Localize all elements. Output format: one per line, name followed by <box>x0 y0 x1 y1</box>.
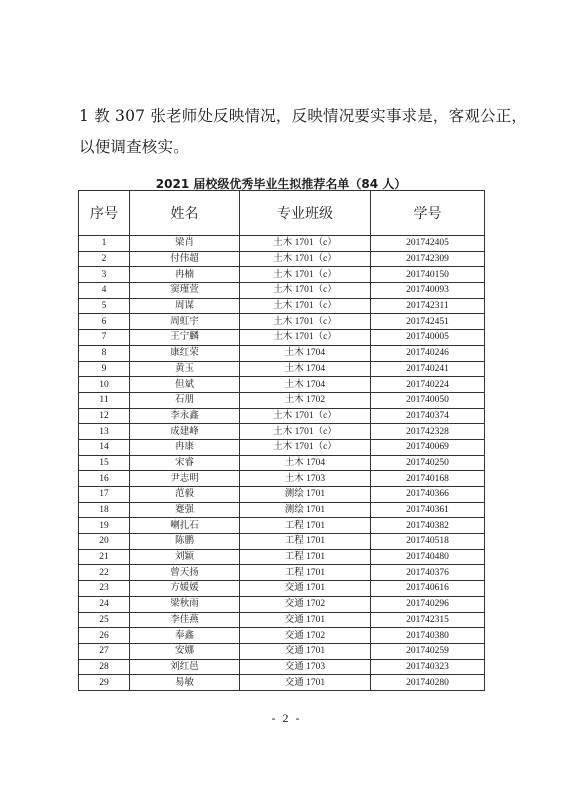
table-row <box>79 659 485 675</box>
table-row <box>79 549 485 565</box>
cell-student-id: 201740224 <box>371 377 485 393</box>
cell-class: 土木 1701（c） <box>240 439 371 455</box>
cell-class: 测绘 1701 <box>240 502 371 518</box>
cell-name: 但斌 <box>130 377 240 393</box>
table-row <box>79 345 485 361</box>
cell-index: 13 <box>79 424 130 440</box>
table-row <box>79 424 485 440</box>
cell-student-id: 201740241 <box>371 361 485 377</box>
cell-index: 7 <box>79 330 130 346</box>
cell-name: 曾天扬 <box>130 565 240 581</box>
cell-class: 土木 1704 <box>240 377 371 393</box>
table-row <box>79 377 485 393</box>
cell-student-id: 201740150 <box>371 267 485 283</box>
cell-class: 土木 1701（c） <box>240 408 371 424</box>
table-row <box>79 534 485 550</box>
cell-name: 陈鹏 <box>130 534 240 550</box>
cell-class: 土木 1701（c） <box>240 298 371 314</box>
cell-name: 冉康 <box>130 439 240 455</box>
cell-student-id: 201740616 <box>371 581 485 597</box>
cell-class: 工程 1701 <box>240 534 371 550</box>
table-row <box>79 675 485 691</box>
table-row <box>79 236 485 252</box>
table-header-row <box>79 191 485 236</box>
cell-class: 工程 1701 <box>240 518 371 534</box>
cell-class: 土木 1701（c） <box>240 330 371 346</box>
table-row <box>79 361 485 377</box>
table-row <box>79 471 485 487</box>
cell-student-id: 201742328 <box>371 424 485 440</box>
cell-student-id: 201740380 <box>371 628 485 644</box>
cell-student-id: 201740069 <box>371 439 485 455</box>
cell-name: 范毅 <box>130 487 240 503</box>
table-row <box>79 643 485 659</box>
cell-class: 工程 1701 <box>240 549 371 565</box>
cell-index: 28 <box>79 659 130 675</box>
cell-name: 石朋 <box>130 392 240 408</box>
header-class: 专业班级 <box>240 191 371 236</box>
cell-index: 17 <box>79 487 130 503</box>
cell-index: 5 <box>79 298 130 314</box>
cell-index: 23 <box>79 581 130 597</box>
cell-index: 22 <box>79 565 130 581</box>
table-row <box>79 392 485 408</box>
cell-class: 交通 1703 <box>240 659 371 675</box>
table-row <box>79 612 485 628</box>
cell-name: 奉鑫 <box>130 628 240 644</box>
cell-name: 李永鑫 <box>130 408 240 424</box>
table-row <box>79 267 485 283</box>
cell-index: 11 <box>79 392 130 408</box>
cell-index: 12 <box>79 408 130 424</box>
cell-student-id: 201742309 <box>371 251 485 267</box>
cell-index: 29 <box>79 675 130 691</box>
cell-student-id: 201742451 <box>371 314 485 330</box>
cell-name: 安娜 <box>130 643 240 659</box>
table-row <box>79 502 485 518</box>
cell-class: 土木 1701（c） <box>240 424 371 440</box>
cell-index: 25 <box>79 612 130 628</box>
cell-name: 方媛媛 <box>130 581 240 597</box>
page-number: - 2 - <box>271 711 302 725</box>
cell-student-id: 201740050 <box>371 392 485 408</box>
cell-class: 土木 1704 <box>240 345 371 361</box>
cell-student-id: 201740168 <box>371 471 485 487</box>
table-row <box>79 628 485 644</box>
cell-student-id: 201742405 <box>371 236 485 252</box>
table-row <box>79 596 485 612</box>
cell-class: 土木 1702 <box>240 392 371 408</box>
cell-index: 16 <box>79 471 130 487</box>
cell-class: 交通 1701 <box>240 675 371 691</box>
cell-class: 交通 1702 <box>240 596 371 612</box>
cell-student-id: 201740382 <box>371 518 485 534</box>
cell-class: 土木 1701（c） <box>240 314 371 330</box>
cell-index: 20 <box>79 534 130 550</box>
cell-index: 9 <box>79 361 130 377</box>
paragraph-line-1: 1 教 307 张老师处反映情况，反映情况要实事求是，客观公正， <box>79 107 528 125</box>
cell-name: 黄玉 <box>130 361 240 377</box>
cell-name: 周虹宇 <box>130 314 240 330</box>
cell-index: 18 <box>79 502 130 518</box>
cell-index: 1 <box>79 236 130 252</box>
table-row <box>79 330 485 346</box>
cell-student-id: 201740250 <box>371 455 485 471</box>
cell-student-id: 201740323 <box>371 659 485 675</box>
cell-class: 测绘 1701 <box>240 487 371 503</box>
cell-index: 2 <box>79 251 130 267</box>
cell-name: 刘颖 <box>130 549 240 565</box>
cell-index: 3 <box>79 267 130 283</box>
cell-class: 土木 1704 <box>240 361 371 377</box>
cell-name: 周谋 <box>130 298 240 314</box>
cell-index: 24 <box>79 596 130 612</box>
cell-student-id: 201740259 <box>371 643 485 659</box>
body-paragraph <box>79 101 528 163</box>
cell-name: 蹇强 <box>130 502 240 518</box>
table-row <box>79 487 485 503</box>
cell-name: 成建峰 <box>130 424 240 440</box>
cell-class: 交通 1701 <box>240 643 371 659</box>
cell-student-id: 201740280 <box>371 675 485 691</box>
table-row <box>79 439 485 455</box>
cell-name: 康红荣 <box>130 345 240 361</box>
cell-index: 15 <box>79 455 130 471</box>
cell-name: 梁肖 <box>130 236 240 252</box>
cell-student-id: 201740246 <box>371 345 485 361</box>
paragraph-line-2: 以便调查核实。 <box>79 138 189 156</box>
cell-index: 6 <box>79 314 130 330</box>
table-row <box>79 581 485 597</box>
cell-name: 李佳燕 <box>130 612 240 628</box>
cell-student-id: 201742315 <box>371 612 485 628</box>
header-student-id: 学号 <box>371 191 485 236</box>
table-row <box>79 408 485 424</box>
table-body <box>79 236 485 691</box>
cell-class: 土木 1703 <box>240 471 371 487</box>
cell-name: 尹志明 <box>130 471 240 487</box>
cell-name: 窦瑾萱 <box>130 283 240 299</box>
cell-student-id: 201740366 <box>371 487 485 503</box>
cell-student-id: 201740518 <box>371 534 485 550</box>
cell-class: 交通 1701 <box>240 612 371 628</box>
header-name: 姓名 <box>130 191 240 236</box>
cell-index: 8 <box>79 345 130 361</box>
cell-student-id: 201740361 <box>371 502 485 518</box>
cell-student-id: 201740296 <box>371 596 485 612</box>
cell-name: 付伟超 <box>130 251 240 267</box>
cell-student-id: 201740374 <box>371 408 485 424</box>
cell-index: 4 <box>79 283 130 299</box>
header-index: 序号 <box>79 191 130 236</box>
cell-name: 喇扎石 <box>130 518 240 534</box>
cell-class: 工程 1701 <box>240 565 371 581</box>
cell-index: 10 <box>79 377 130 393</box>
recommendation-table <box>78 190 485 691</box>
cell-student-id: 201740093 <box>371 283 485 299</box>
cell-class: 土木 1701（c） <box>240 251 371 267</box>
cell-class: 交通 1701 <box>240 581 371 597</box>
cell-name: 宋睿 <box>130 455 240 471</box>
cell-name: 王宁麟 <box>130 330 240 346</box>
cell-student-id: 201740480 <box>371 549 485 565</box>
cell-name: 刘红邑 <box>130 659 240 675</box>
cell-index: 27 <box>79 643 130 659</box>
table-row <box>79 251 485 267</box>
table-row <box>79 455 485 471</box>
cell-student-id: 201740376 <box>371 565 485 581</box>
cell-name: 梁秋雨 <box>130 596 240 612</box>
cell-class: 土木 1701（c） <box>240 283 371 299</box>
cell-index: 14 <box>79 439 130 455</box>
table-row <box>79 298 485 314</box>
cell-index: 21 <box>79 549 130 565</box>
cell-class: 土木 1701（c） <box>240 267 371 283</box>
table-row <box>79 565 485 581</box>
cell-name: 易敏 <box>130 675 240 691</box>
cell-index: 26 <box>79 628 130 644</box>
cell-class: 土木 1701（c） <box>240 236 371 252</box>
cell-index: 19 <box>79 518 130 534</box>
cell-name: 冉楠 <box>130 267 240 283</box>
table-title: 2021 届校级优秀毕业生拟推荐名单（84 人） <box>155 177 407 191</box>
table-row <box>79 518 485 534</box>
cell-class: 交通 1702 <box>240 628 371 644</box>
cell-student-id: 201740005 <box>371 330 485 346</box>
cell-class: 土木 1704 <box>240 455 371 471</box>
table-row <box>79 283 485 299</box>
cell-student-id: 201742311 <box>371 298 485 314</box>
table-row <box>79 314 485 330</box>
